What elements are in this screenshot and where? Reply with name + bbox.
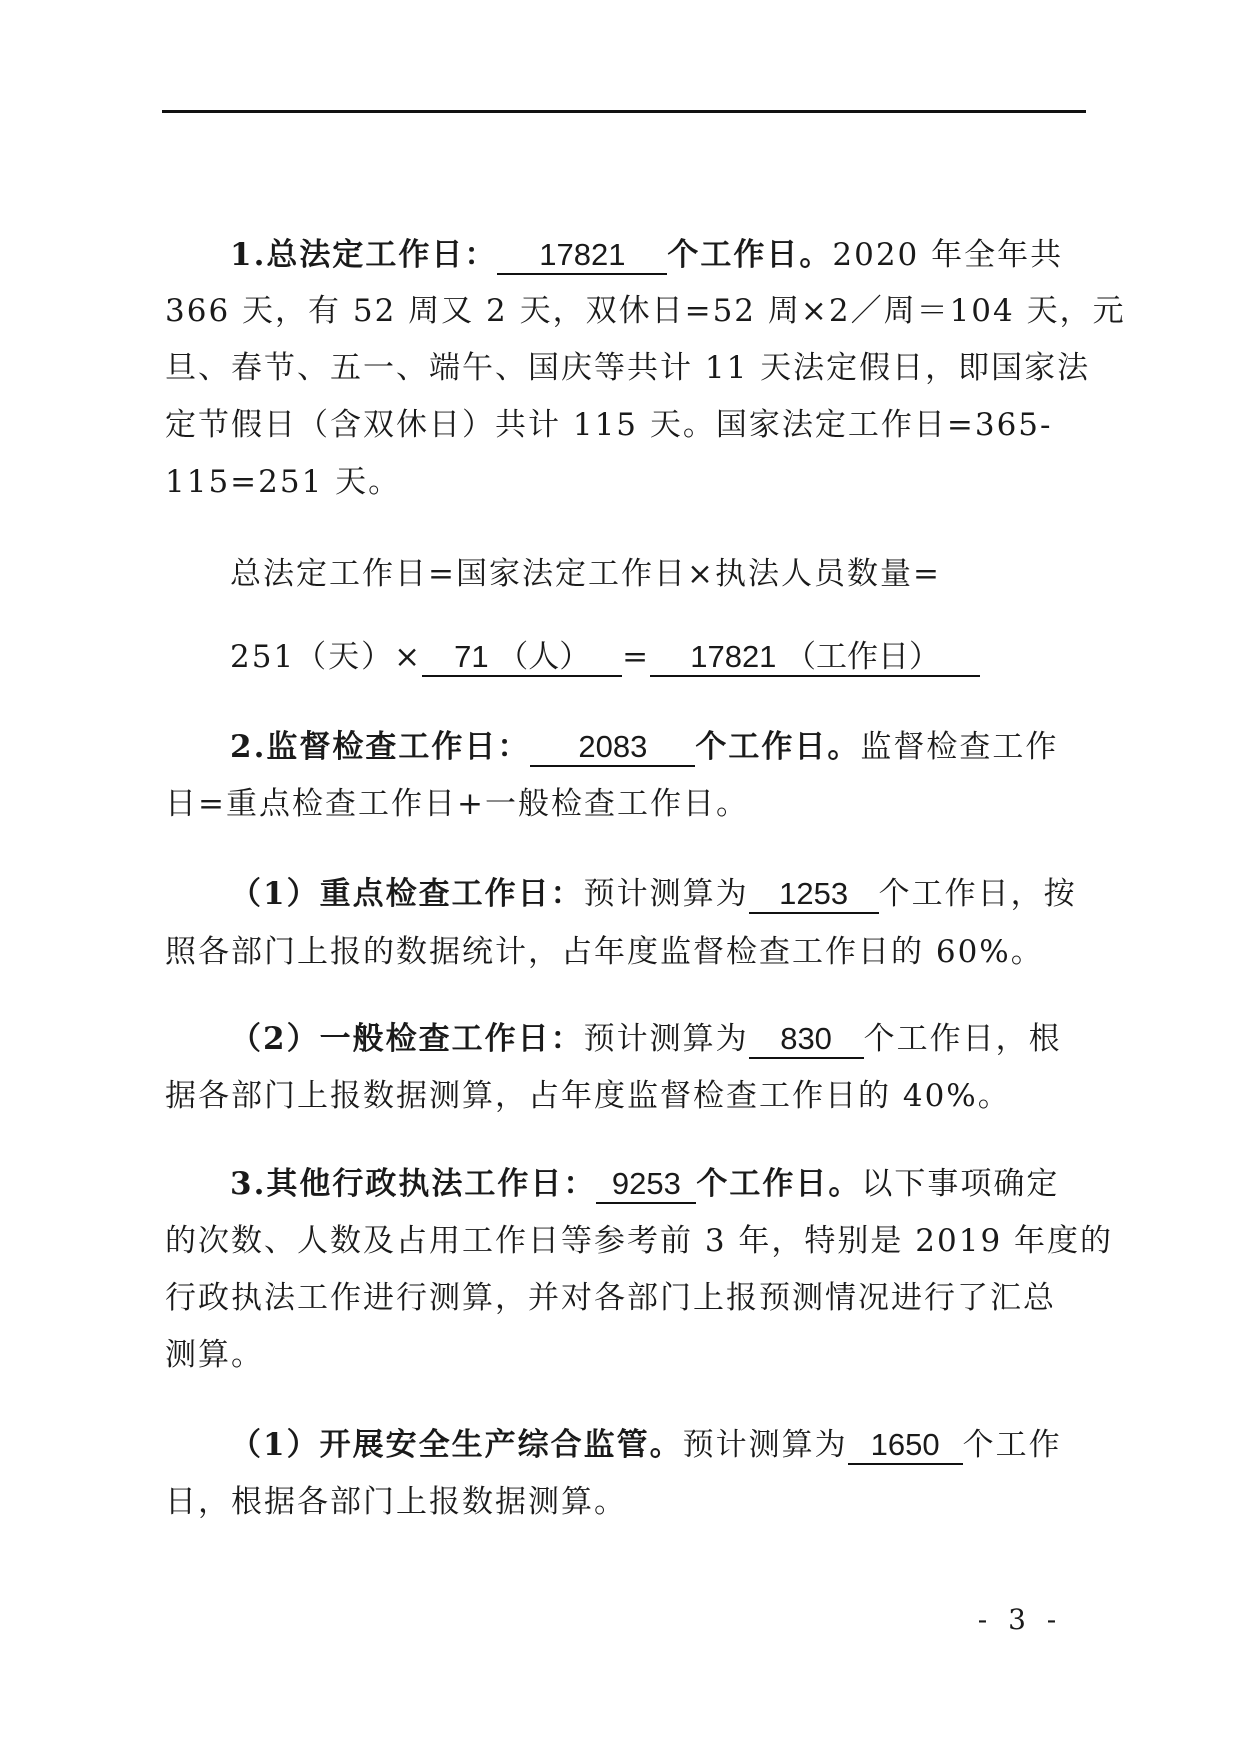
section2-item2-label: （2）一般检查工作日： <box>230 1021 584 1057</box>
section1-heading-suffix: 个工作日。 <box>667 237 833 273</box>
section3-heading-line <box>230 1164 1150 1204</box>
section2-item1-line1 <box>230 874 1150 914</box>
section2-item2-value: 830 <box>749 1021 864 1059</box>
section3-text-line-3: 行政执法工作进行测算，并对各部门上报预测情况进行了汇总 <box>165 1280 1056 1316</box>
section1-heading-prefix: 1.总法定工作日： <box>230 237 498 273</box>
section1-text-line-1: 2020 年全年共 <box>832 237 1064 273</box>
section1-text-line-2: 366 天，有 52 周又 2 天，双休日=52 周×2／周＝104 天，元 <box>165 293 1126 329</box>
section1-formula-line2 <box>230 637 1150 677</box>
section3-heading-suffix: 个工作日。 <box>696 1166 862 1202</box>
section2-item1-label: （1）重点检查工作日： <box>230 876 584 912</box>
section2-item1-text-after: 个工作日，按 <box>878 876 1077 912</box>
header-rule <box>162 110 1086 113</box>
section1-text-line-4: 定节假日（含双休日）共计 115 天。国家法定工作日=365- <box>165 407 1053 443</box>
section1-formula-eq: = <box>622 639 651 675</box>
section2-tail1: 监督检查工作 <box>860 729 1059 765</box>
section2-item1-line2: 照各部门上报的数据统计，占年度监督检查工作日的 60%。 <box>165 934 1044 970</box>
section3-item1-text-before: 预计测算为 <box>682 1427 848 1463</box>
section1-heading-value: 17821 <box>497 237 667 275</box>
page-number: - 3 - <box>977 1603 1063 1636</box>
section2-item2-text-before: 预计测算为 <box>583 1021 749 1057</box>
section2-item2-text-after: 个工作日，根 <box>863 1021 1062 1057</box>
section2-heading-prefix: 2.监督检查工作日： <box>230 729 531 765</box>
section2-item1-value: 1253 <box>749 876 879 914</box>
section3-text-line-2: 的次数、人数及占用工作日等参考前 3 年，特别是 2019 年度的 <box>165 1223 1114 1259</box>
section3-item1-label: （1）开展安全生产综合监管。 <box>230 1427 683 1463</box>
section3-heading-prefix: 3.其他行政执法工作日： <box>230 1166 597 1202</box>
section3-item1-line2: 日，根据各部门上报数据测算。 <box>165 1484 627 1520</box>
section3-item1-line1 <box>230 1425 1150 1465</box>
section1-text-line-5: 115=251 天。 <box>165 464 402 500</box>
section3-text-line-4: 测算。 <box>165 1337 264 1373</box>
section2-line2: 日=重点检查工作日+一般检查工作日。 <box>165 786 749 822</box>
section2-item2-line1 <box>230 1019 1150 1059</box>
section1-heading-line <box>230 235 1150 275</box>
section2-item1-text-before: 预计测算为 <box>583 876 749 912</box>
section2-heading-value: 2083 <box>530 729 695 767</box>
section3-tail1: 以下事项确定 <box>861 1166 1060 1202</box>
section1-formula-part1: 251（天）× <box>230 639 423 675</box>
section3-item1-value: 1650 <box>848 1427 963 1465</box>
section2-heading-suffix: 个工作日。 <box>695 729 861 765</box>
section3-heading-value: 9253 <box>596 1166 696 1204</box>
section1-formula-value2: 17821 （工作日） <box>650 639 980 677</box>
section2-item2-line2: 据各部门上报数据测算，占年度监督检查工作日的 40%。 <box>165 1078 1011 1114</box>
section1-text-line-3: 旦、春节、五一、端午、国庆等共计 11 天法定假日，即国家法 <box>165 350 1091 386</box>
section2-heading-line <box>230 727 1150 767</box>
section1-formula-line1: 总法定工作日=国家法定工作日×执法人员数量= <box>230 556 941 592</box>
section3-item1-text-after: 个工作 <box>962 1427 1062 1463</box>
section1-formula-value1: 71 （人） <box>422 639 622 677</box>
